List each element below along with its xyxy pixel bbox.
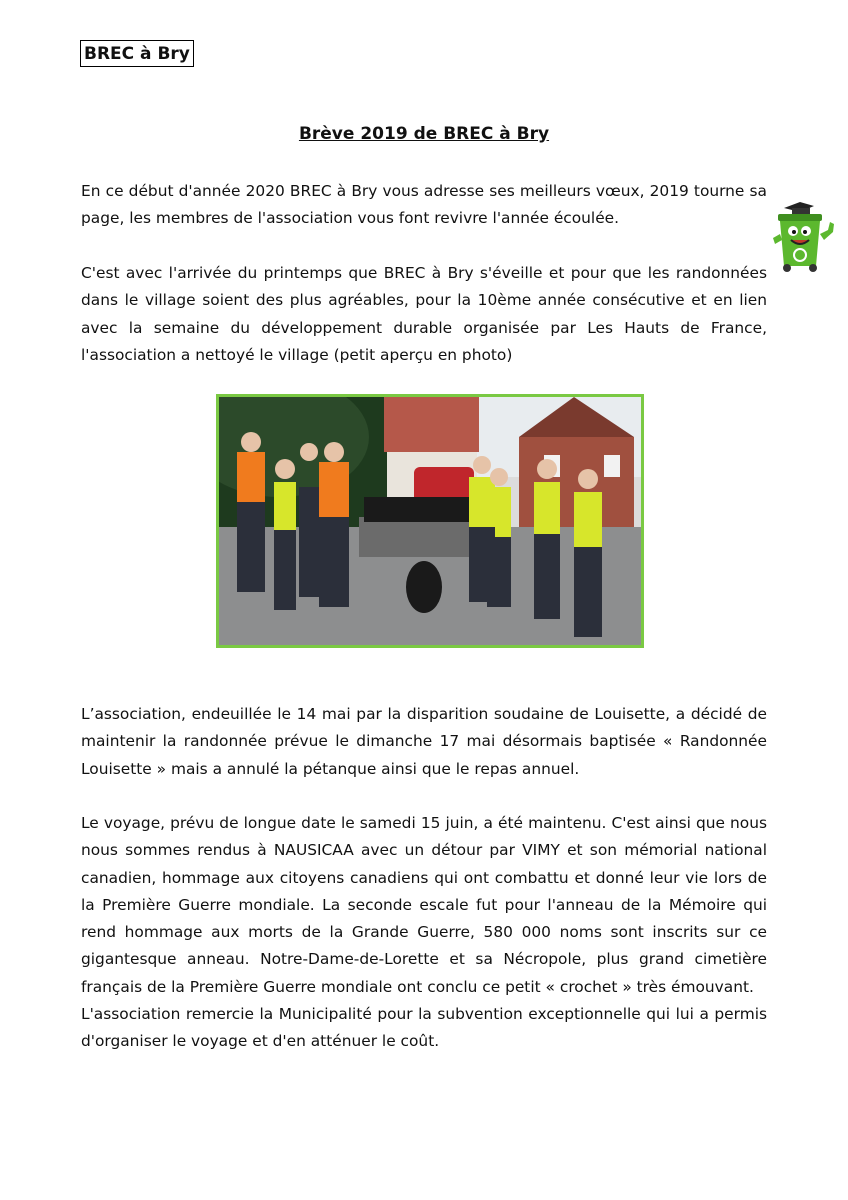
header-label: BREC à Bry bbox=[80, 40, 194, 67]
intro-paragraph bbox=[81, 178, 767, 233]
paragraph-5: L'association remercie la Municipalité pour la subvention exceptionnelle qui lui a permis d'organiser le voyage et d'en atténuer le coût. bbox=[81, 1005, 767, 1051]
paragraph-1: En ce début d'année 2020 BREC à Bry vous adresse ses meilleurs vœux, 2019 tourne sa page, les membres de l'association vous font revivre l'année écoulée. bbox=[81, 182, 767, 228]
paragraph-2: C'est avec l'arrivée du printemps que BREC à Bry s'éveille et pour que les randonnées dans le village soient des plus agréables, pour la 10ème année consécutive et en lien avec la semaine du développement durable organisée par Les Hauts de France, l'association a nettoyé le village (petit aperçu en photo) bbox=[81, 264, 767, 364]
paragraph-4: Le voyage, prévu de longue date le samedi 15 juin, a été maintenu. C'est ainsi que nous nous sommes rendus à NAUSICAA avec un détour par VIMY et son mémorial national canadien, hommage aux citoyens canadiens qui ont combattu et donné leur vie lors de la Première Guerre mondiale. La seconde escale fut pour l'anneau de la Mémoire qui rend hommage aux morts de la Grande Guerre, 580 000 noms sont inscrits sur ce gigantesque anneau. Notre-Dame-de-Lorette et sa Nécropole, plus grand cimetière français de la Première Guerre mondiale ont conclu ce petit « crochet » très émouvant. bbox=[81, 814, 767, 996]
spring-paragraph bbox=[81, 260, 767, 369]
louisette-paragraph bbox=[81, 701, 767, 783]
paragraph-3: L’association, endeuillée le 14 mai par la disparition soudaine de Louisette, a décidé de maintenir la randonnée prévue le dimanche 17 mai désormais baptisée « Randonnée Louisette » mais a annulé la pétanque ainsi que le repas annuel. bbox=[81, 705, 767, 778]
group-photo bbox=[216, 394, 644, 648]
page-title: Brève 2019 de BREC à Bry bbox=[298, 124, 550, 144]
recycling-bin-mascot-icon bbox=[770, 200, 840, 274]
voyage-paragraph bbox=[81, 810, 767, 1056]
